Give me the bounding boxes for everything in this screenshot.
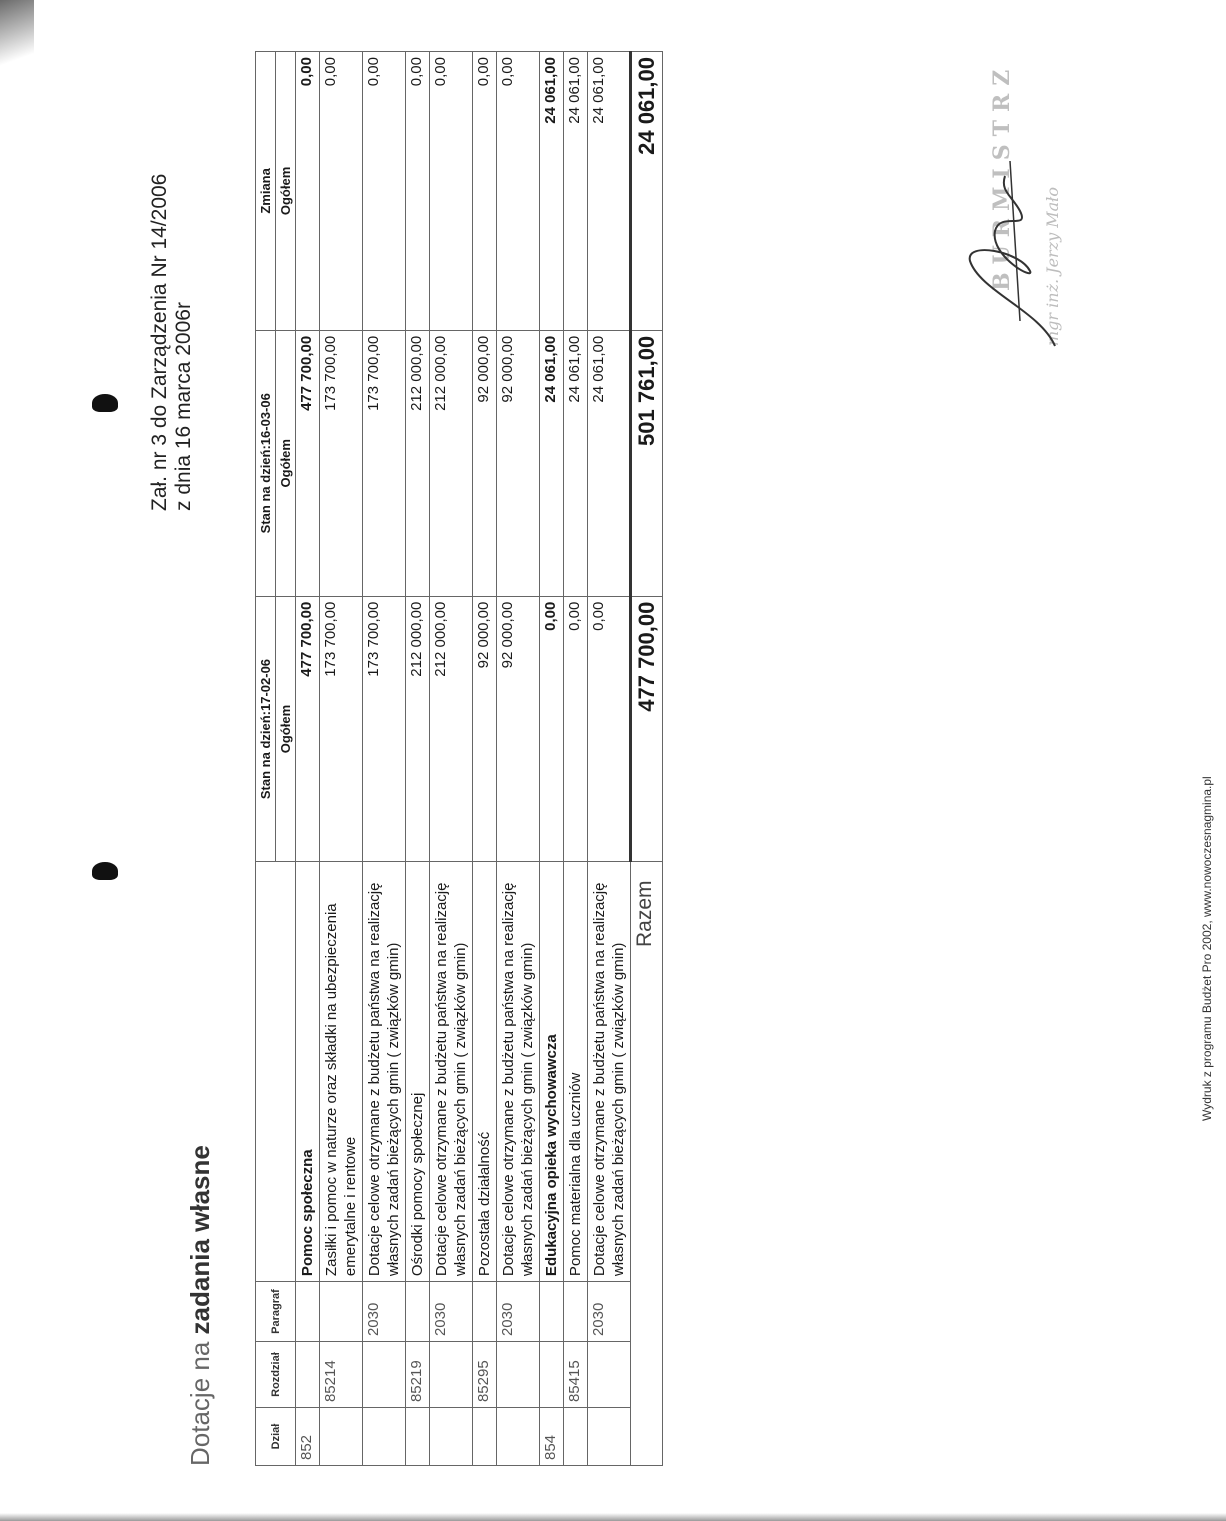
cell-stan-2: 477 700,00 bbox=[296, 330, 320, 596]
total-stan-2: 501 761,00 bbox=[631, 330, 663, 596]
footer-software-note: Wydruk z programu Budżet Pro 2002, www.nowoczesnagmina.pl bbox=[1200, 776, 1214, 1121]
cell-stan-2: 173 700,00 bbox=[363, 330, 406, 596]
cell-paragraf bbox=[296, 1282, 320, 1342]
cell-stan-2: 92 000,00 bbox=[473, 330, 497, 596]
cell-zmiana: 24 061,00 bbox=[540, 52, 564, 331]
cell-dzial bbox=[406, 1408, 430, 1466]
table-row bbox=[473, 52, 497, 1466]
header-zmiana: Zmiana bbox=[256, 52, 276, 331]
budget-table bbox=[255, 51, 663, 1466]
cell-paragraf bbox=[406, 1282, 430, 1342]
cell-paragraf: 2030 bbox=[588, 1282, 631, 1342]
header-row-1 bbox=[256, 52, 276, 1466]
cell-stan-1: 477 700,00 bbox=[296, 596, 320, 862]
header-ogolem-1: Ogółem bbox=[276, 596, 296, 862]
reference-line-1: Zał. nr 3 do Zarządzenia Nr 14/2006 bbox=[148, 173, 171, 511]
cell-dzial bbox=[564, 1408, 588, 1466]
cell-zmiana: 0,00 bbox=[430, 52, 473, 331]
cell-dzial bbox=[497, 1408, 540, 1466]
cell-dzial bbox=[430, 1408, 473, 1466]
table-row bbox=[296, 52, 320, 1466]
cell-rozdzial: 85295 bbox=[473, 1342, 497, 1408]
table-row bbox=[406, 52, 430, 1466]
cell-paragraf: 2030 bbox=[430, 1282, 473, 1342]
cell-paragraf bbox=[564, 1282, 588, 1342]
cell-paragraf bbox=[473, 1282, 497, 1342]
cell-stan-1: 212 000,00 bbox=[430, 596, 473, 862]
header-ogolem-3: Ogółem bbox=[276, 52, 296, 331]
cell-description: Dotacje celowe otrzymane z budżetu państwa na realizację własnych zadań bieżących gmin ( związków gmin) bbox=[497, 862, 540, 1282]
cell-description: Pomoc materialna dla uczniów bbox=[564, 862, 588, 1282]
cell-zmiana: 0,00 bbox=[406, 52, 430, 331]
cell-zmiana: 0,00 bbox=[363, 52, 406, 331]
title-bold: zadania własne bbox=[185, 1145, 215, 1335]
total-label: Razem bbox=[631, 862, 663, 1466]
cell-paragraf bbox=[320, 1282, 363, 1342]
header-paragraf: Paragraf bbox=[256, 1282, 296, 1342]
cell-rozdzial: 85415 bbox=[564, 1342, 588, 1408]
cell-rozdzial bbox=[296, 1342, 320, 1408]
table-row bbox=[540, 52, 564, 1466]
cell-zmiana: 24 061,00 bbox=[564, 52, 588, 331]
cell-stan-1: 92 000,00 bbox=[497, 596, 540, 862]
header-ogolem-2: Ogółem bbox=[276, 330, 296, 596]
cell-dzial bbox=[473, 1408, 497, 1466]
cell-stan-1: 0,00 bbox=[588, 596, 631, 862]
cell-stan-1: 173 700,00 bbox=[320, 596, 363, 862]
cell-stan-1: 212 000,00 bbox=[406, 596, 430, 862]
cell-dzial bbox=[363, 1408, 406, 1466]
table-row bbox=[588, 52, 631, 1466]
header-description bbox=[256, 862, 296, 1282]
table-row bbox=[497, 52, 540, 1466]
cell-zmiana: 0,00 bbox=[320, 52, 363, 331]
cell-rozdzial: 85219 bbox=[406, 1342, 430, 1408]
cell-rozdzial bbox=[588, 1342, 631, 1408]
cell-stan-1: 173 700,00 bbox=[363, 596, 406, 862]
cell-description: Dotacje celowe otrzymane z budżetu państwa na realizację własnych zadań bieżących gmin ( związków gmin) bbox=[363, 862, 406, 1282]
table-row bbox=[430, 52, 473, 1466]
cell-stan-2: 212 000,00 bbox=[430, 330, 473, 596]
cell-zmiana: 0,00 bbox=[497, 52, 540, 331]
cell-dzial: 854 bbox=[540, 1408, 564, 1466]
cell-stan-2: 173 700,00 bbox=[320, 330, 363, 596]
cell-stan-2: 24 061,00 bbox=[540, 330, 564, 596]
cell-stan-2: 212 000,00 bbox=[406, 330, 430, 596]
cell-rozdzial bbox=[363, 1342, 406, 1408]
cell-description: Ośrodki pomocy społecznej bbox=[406, 862, 430, 1282]
cell-paragraf: 2030 bbox=[497, 1282, 540, 1342]
cell-zmiana: 0,00 bbox=[473, 52, 497, 331]
total-stan-1: 477 700,00 bbox=[631, 596, 663, 862]
total-row bbox=[631, 52, 663, 1466]
cell-rozdzial bbox=[430, 1342, 473, 1408]
cell-rozdzial bbox=[497, 1342, 540, 1408]
cell-paragraf: 2030 bbox=[363, 1282, 406, 1342]
cell-description: Dotacje celowe otrzymane z budżetu państwa na realizację własnych zadań bieżących gmin ( związków gmin) bbox=[430, 862, 473, 1282]
cell-description: Pomoc społeczna bbox=[296, 862, 320, 1282]
stamp-title: BURMISTRZ bbox=[989, 61, 1015, 291]
cell-rozdzial: 85214 bbox=[320, 1342, 363, 1408]
cell-stan-2: 24 061,00 bbox=[564, 330, 588, 596]
table-row bbox=[320, 52, 363, 1466]
cell-dzial: 852 bbox=[296, 1408, 320, 1466]
cell-stan-2: 92 000,00 bbox=[497, 330, 540, 596]
cell-zmiana: 24 061,00 bbox=[588, 52, 631, 331]
header-rozdzial: Rozdział bbox=[256, 1342, 296, 1408]
cell-stan-1: 92 000,00 bbox=[473, 596, 497, 862]
cell-stan-2: 24 061,00 bbox=[588, 330, 631, 596]
cell-description: Dotacje celowe otrzymane z budżetu państwa na realizację własnych zadań bieżących gmin ( związków gmin) bbox=[588, 862, 631, 1282]
stamp-name: mgr inż. Jerzy Mało bbox=[1043, 187, 1062, 346]
cell-description: Zasiłki i pomoc w naturze oraz składki na ubezpieczenia emerytalne i rentowe bbox=[320, 862, 363, 1282]
cell-zmiana: 0,00 bbox=[296, 52, 320, 331]
cell-dzial bbox=[320, 1408, 363, 1466]
table-row bbox=[363, 52, 406, 1466]
document-title bbox=[185, 1145, 216, 1466]
header-stan-1: Stan na dzień:17-02-06 bbox=[256, 596, 276, 862]
cell-description: Pozostała działalność bbox=[473, 862, 497, 1282]
table-row bbox=[564, 52, 588, 1466]
cell-stan-1: 0,00 bbox=[540, 596, 564, 862]
title-light: Dotacje na bbox=[185, 1341, 215, 1466]
attachment-reference bbox=[148, 174, 196, 511]
reference-line-2: z dnia 16 marca 2006r bbox=[172, 302, 195, 511]
total-zmiana: 24 061,00 bbox=[631, 52, 663, 331]
cell-description: Edukacyjna opieka wychowawcza bbox=[540, 862, 564, 1282]
cell-stan-1: 0,00 bbox=[564, 596, 588, 862]
header-dzial: Dział bbox=[256, 1408, 296, 1466]
handwritten-signature bbox=[960, 151, 1070, 351]
header-stan-2: Stan na dzień:16-03-06 bbox=[256, 330, 276, 596]
cell-dzial bbox=[588, 1408, 631, 1466]
cell-rozdzial bbox=[540, 1342, 564, 1408]
cell-paragraf bbox=[540, 1282, 564, 1342]
